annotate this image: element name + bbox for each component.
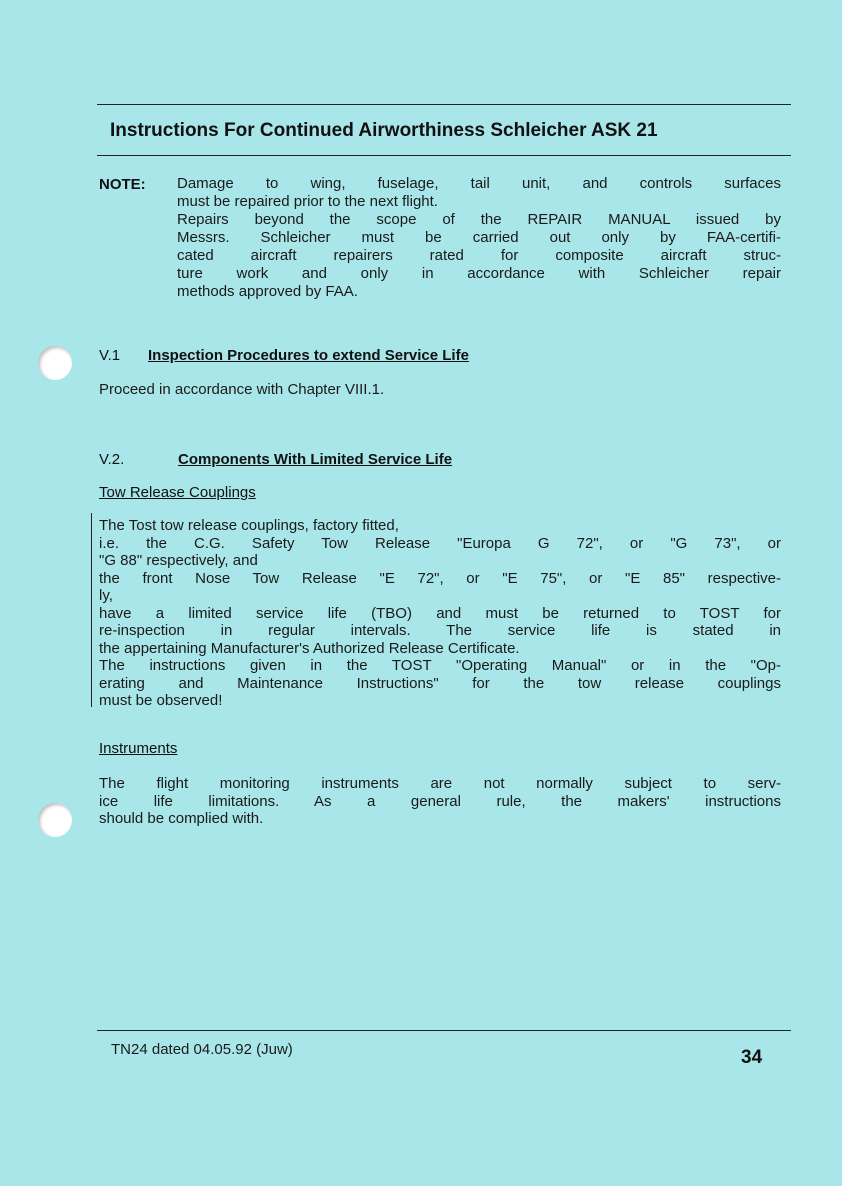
note-text: [177, 175, 781, 301]
note-line: Repairs beyond the scope of the REPAIR MANUAL issued by: [177, 211, 781, 228]
punch-hole-bottom: [38, 803, 72, 837]
section-v1-number: V.1: [99, 347, 121, 364]
tow-line: the front Nose Tow Release "E 72", or "E 75", or "E 85" respective-: [99, 569, 781, 587]
tow-release-heading: Tow Release Couplings: [99, 484, 256, 501]
punch-hole-top: [38, 346, 72, 380]
note-line: must be repaired prior to the next flight.: [177, 193, 438, 210]
tow-line: the appertaining Manufacturer's Authorized Release Certificate.: [99, 639, 520, 657]
note-label: NOTE:: [99, 176, 146, 193]
tow-line: i.e. the C.G. Safety Tow Release "Europa G 72", or "G 73", or: [99, 534, 781, 552]
header-rule-top: [97, 104, 791, 105]
note-line: Damage to wing, fuselage, tail unit, and controls surfaces: [177, 175, 781, 192]
footer-rule: [97, 1030, 791, 1031]
tow-line: must be observed!: [99, 692, 223, 709]
tow-line: have a limited service life (TBO) and must be returned to TOST for: [99, 604, 781, 622]
instruments-line: The flight monitoring instruments are not normally subject to serv-: [99, 775, 781, 792]
section-v1-text: Proceed in accordance with Chapter VIII.1.: [99, 381, 385, 398]
tow-release-text: [99, 517, 781, 710]
section-v2-title: Components With Limited Service Life: [178, 451, 453, 468]
page-number: 34: [741, 1047, 763, 1068]
header-title: Instructions For Continued Airworthiness Schleicher ASK 21: [110, 120, 658, 141]
instruments-heading: Instruments: [99, 740, 178, 757]
instruments-line: ice life limitations. As a general rule, the makers' instructions: [99, 792, 781, 810]
header-rule-bottom: [97, 155, 791, 156]
tow-line: The Tost tow release couplings, factory fitted,: [99, 517, 399, 534]
instruments-line: should be complied with.: [99, 810, 264, 827]
section-v1-title: Inspection Procedures to extend Service Life: [148, 347, 469, 364]
footer-reference: TN24 dated 04.05.92 (Juw): [111, 1041, 293, 1058]
note-line: methods approved by FAA.: [177, 283, 358, 300]
note-line: cated aircraft repairers rated for composite aircraft struc-: [177, 247, 781, 264]
tow-line: erating and Maintenance Instructions" for the tow release couplings: [99, 674, 781, 692]
instruments-text: [99, 775, 781, 828]
tow-line: The instructions given in the TOST "Operating Manual" or in the "Op-: [99, 657, 781, 674]
section-v2-number: V.2.: [99, 451, 125, 468]
revision-change-bar: [91, 513, 92, 707]
tow-line: re-inspection in regular intervals. The service life is stated in: [99, 622, 781, 639]
note-line: Messrs. Schleicher must be carried out only by FAA-certifi-: [177, 229, 781, 246]
note-line: ture work and only in accordance with Schleicher repair: [177, 265, 781, 282]
tow-line: ly,: [99, 587, 113, 604]
tow-line: "G 88" respectively, and: [99, 552, 258, 569]
